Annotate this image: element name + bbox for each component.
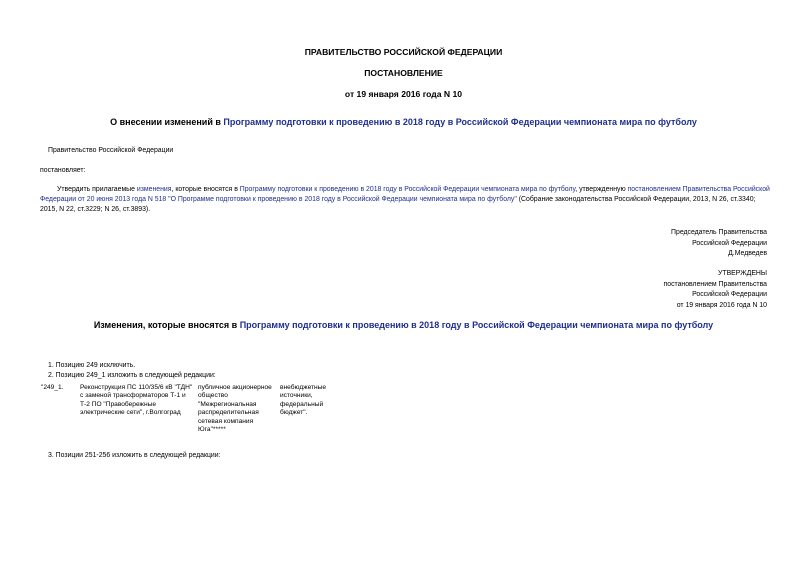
document-title [0,117,807,127]
table-cell-organization: публичное акционерное общество "Межрегиональная распределительная сетевая компания Юга"***** [198,384,272,434]
table-cell-funding-source: внебюджетные источники, федеральный бюджет". [280,384,327,417]
government-line: Правительство Российской Федерации [48,147,174,154]
decree-text-mid2: , утвержденную [575,186,628,193]
decree-paragraph [40,185,772,215]
changes-link[interactable]: изменения [136,186,172,193]
document-title-prefix: О внесении изменений в [110,117,224,127]
approval-date: от 19 января 2016 года N 10 [676,301,767,309]
list-item-2: 2. Позицию 249_1 изложить в следующей редакции: [48,372,216,379]
list-item-1: 1. Позицию 249 исключить. [48,362,136,369]
government-name: ПРАВИТЕЛЬСТВО РОССИЙСКОЙ ФЕДЕРАЦИИ [304,47,503,57]
approval-org: Российской Федерации [692,291,767,298]
signature-position: Председатель Правительства [671,229,767,236]
list-item-3: 3. Позиции 251-256 изложить в следующей редакции: [48,452,221,459]
changes-title-prefix: Изменения, которые вносятся в [93,320,240,330]
signature-name: Д.Медведев [728,250,767,257]
table-cell-number: "249_1. [41,384,64,391]
program-link-2[interactable]: Программу подготовки к проведению в 2018 году в Российской Федерации чемпионата мира по футболу [239,186,576,193]
approval-heading: УТВЕРЖДЕНЫ [718,270,767,277]
program-link-3[interactable]: Программу подготовки к проведению в 2018 году в Российской Федерации чемпионата мира по футболу [239,320,714,330]
table-cell-description: Реконструкция ПС 110/35/6 кВ "ТДН" с заменой трансформаторов Т-1 и Т-2 ПО "Правобережные электрические сети", г.Волгоград [80,384,193,417]
approval-block [664,269,768,311]
decree-text-mid1: , которые вносятся в [171,186,240,193]
program-link[interactable]: Программу подготовки к проведению в 2018 году в Российской Федерации чемпионата мира по футболу [223,117,697,127]
changes-title [0,320,807,330]
decrees-line: постановляет: [40,167,86,174]
resolution-518-link[interactable]: постановлением Правительства Российской Федерации от 20 июня 2013 года N 518 "О Программе подготовки к проведению в 2018 году в Российской Федерации чемпионата мира по футболу" [40,186,770,203]
approval-by: постановлением Правительства [663,280,767,288]
signature-block [671,228,767,260]
document-date-number: от 19 января 2016 года N 10 [344,89,463,99]
document-type: ПОСТАНОВЛЕНИЕ [364,68,443,78]
decree-text-start: Утвердить прилагаемые [57,186,137,193]
decree-text-end: (Собрание законодательства Российской Федерации, 2013, N 26, ст.3340; 2015, N 22, ст.3229; N 26, ст.3893). [40,196,756,213]
signature-org: Российской Федерации [692,239,767,247]
